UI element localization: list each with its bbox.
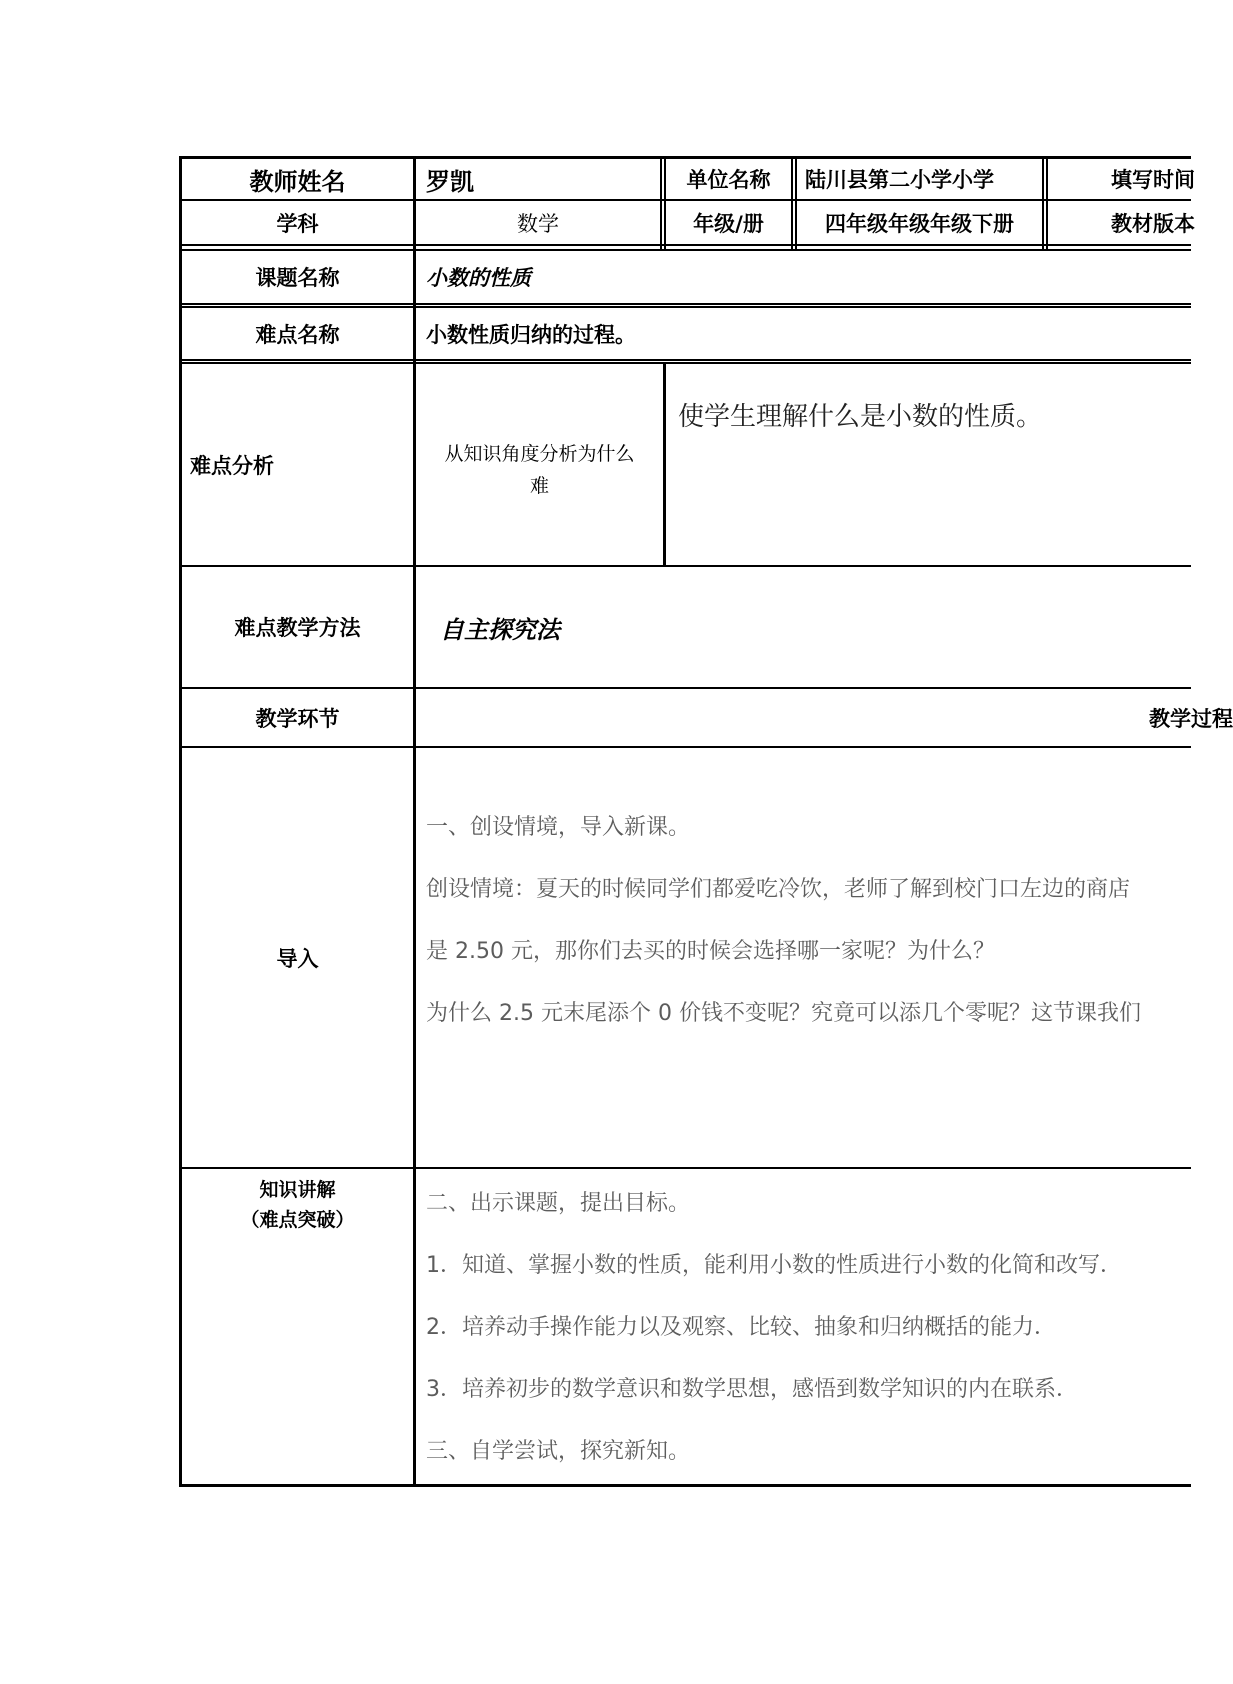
stage-header: 教学环节 xyxy=(255,706,340,731)
column-divider xyxy=(660,156,662,251)
unit-name-label: 单位名称 xyxy=(686,168,771,192)
intro-line: 一、创设情境，导入新课。 xyxy=(426,815,691,840)
explain-line: 3．培养初步的数学意识和数学思想，感悟到数学知识的内在联系． xyxy=(426,1377,1078,1402)
explain-content xyxy=(416,1169,1191,1484)
explain-label xyxy=(182,1169,413,1484)
subject-value: 数学 xyxy=(517,211,559,236)
grade-value: 四年级年级年级下册 xyxy=(825,211,1014,236)
method-label: 难点教学方法 xyxy=(234,616,361,640)
analysis-text: 使学生理解什么是小数的性质。 xyxy=(678,402,1043,432)
subject-label: 学科 xyxy=(276,211,319,236)
analysis-label: 难点分析 xyxy=(190,453,274,478)
intro-line: 为什么 2.5 元末尾添个 0 价钱不变呢？究竟可以添几个零呢？这节课我们 xyxy=(426,1001,1141,1026)
edition-label: 教材版本 xyxy=(1111,211,1195,236)
explain-line: 2．培养动手操作能力以及观察、比较、抽象和归纳概括的能力． xyxy=(426,1315,1056,1340)
row-divider xyxy=(179,303,1191,305)
explain-label-line2: （难点突破） xyxy=(240,1209,355,1231)
table-border-bottom xyxy=(179,1484,1191,1487)
difficulty-value: 小数性质归纳的过程。 xyxy=(426,322,636,347)
process-header: 教学过程 xyxy=(1149,706,1233,731)
topic-label: 课题名称 xyxy=(255,266,340,290)
analysis-sub-label-line1: 从知识角度分析为什么 xyxy=(444,443,635,465)
explain-line: 二、出示课题，提出目标。 xyxy=(426,1191,691,1216)
analysis-sub-label-line2: 难 xyxy=(529,475,549,497)
grade-label: 年级/册 xyxy=(693,211,764,236)
teacher-name-value: 罗凯 xyxy=(426,167,474,196)
explain-line: 三、自学尝试，探究新知。 xyxy=(426,1439,691,1464)
intro-line: 创设情境：夏天的时候同学们都爱吃冷饮，老师了解到校门口左边的商店 xyxy=(426,877,1131,902)
explain-line: 1．知道、掌握小数的性质，能利用小数的性质进行小数的化简和改写． xyxy=(426,1253,1122,1278)
lesson-plan-table xyxy=(179,156,1233,1488)
unit-name-value: 陆川县第二小学小学 xyxy=(805,168,994,192)
column-divider xyxy=(1042,156,1044,251)
topic-value: 小数的性质 xyxy=(426,266,531,290)
analysis-sub-label xyxy=(416,364,663,565)
difficulty-label: 难点名称 xyxy=(255,322,340,347)
intro-content xyxy=(416,748,1191,1167)
teacher-name-label: 教师姓名 xyxy=(249,167,346,196)
method-value: 自主探究法 xyxy=(440,615,560,644)
row-divider xyxy=(179,244,1191,246)
fill-time-label: 填写时间 xyxy=(1111,168,1195,192)
intro-label: 导入 xyxy=(276,946,319,971)
intro-line: 是 2.50 元，那你们去买的时候会选择哪一家呢？为什么？ xyxy=(426,939,995,964)
explain-label-line1: 知识讲解 xyxy=(259,1179,336,1201)
column-divider xyxy=(791,156,793,251)
row-divider xyxy=(179,359,1191,361)
